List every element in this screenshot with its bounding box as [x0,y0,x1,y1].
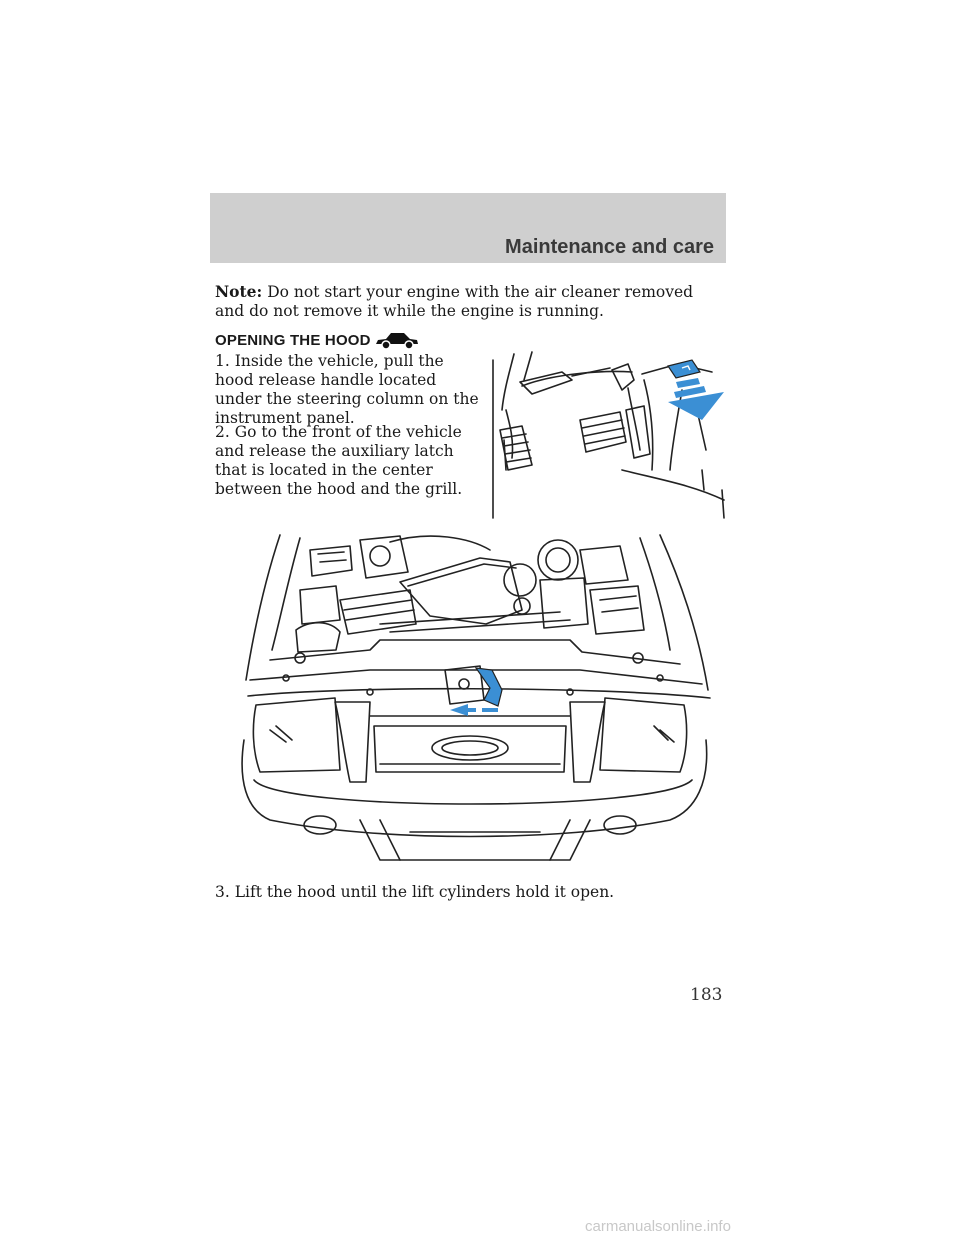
section-heading-text: OPENING THE HOOD [215,331,371,349]
note-label: Note: [215,282,263,301]
section-heading [215,330,420,350]
car-icon [374,330,420,350]
section-title: Maintenance and care [505,236,714,258]
note-paragraph [215,282,727,321]
hood-release-illustration [492,350,726,520]
header-band [210,193,726,263]
note-text: Do not start your engine with the air cleaner removed and do not remove it while the engine is running. [215,283,694,320]
step-3: 3. Lift the hood until the lift cylinders hold it open. [215,883,615,901]
step-2: 2. Go to the front of the vehicle and release the auxiliary latch that is located in the center between the hood and the grill. [215,423,463,498]
page-number: 183 [690,985,723,1005]
watermark: carmanualsonline.info [585,1218,731,1235]
step-1: 1. Inside the vehicle, pull the hood release handle located under the steering column on the instrument panel. [215,352,479,427]
auxiliary-latch-illustration [240,520,715,870]
